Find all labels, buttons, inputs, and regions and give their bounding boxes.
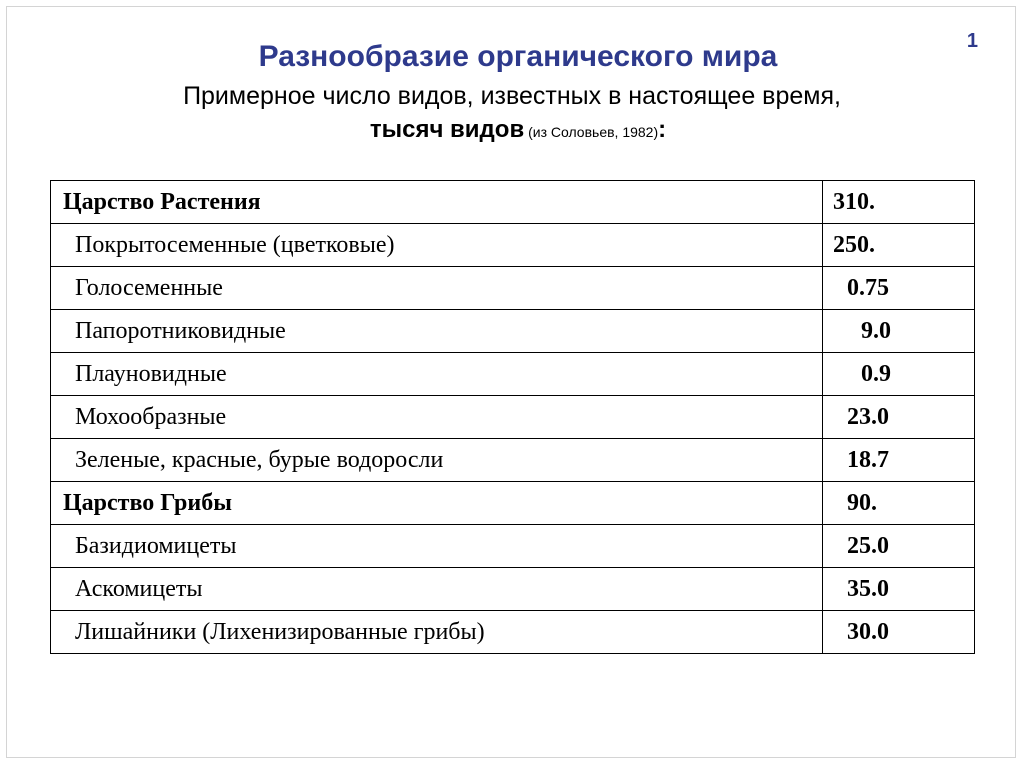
table-row bbox=[51, 396, 975, 439]
row-name: Базидиомицеты bbox=[51, 525, 823, 568]
table-row bbox=[51, 353, 975, 396]
row-name: Мохообразные bbox=[51, 396, 823, 439]
slide-subtitle: Примерное число видов, известных в настоящее время, bbox=[183, 82, 841, 110]
row-value: 90. bbox=[823, 482, 975, 525]
table-row bbox=[51, 310, 975, 353]
row-value: 25.0 bbox=[823, 525, 975, 568]
table-row bbox=[51, 267, 975, 310]
row-name: Покрытосеменные (цветковые) bbox=[51, 224, 823, 267]
row-value: 30.0 bbox=[823, 611, 975, 654]
source-citation: (из Соловьев, 1982) bbox=[524, 124, 659, 140]
row-name-fungi-kingdom: Царство Грибы bbox=[51, 482, 823, 525]
table-row bbox=[51, 482, 975, 525]
table-row bbox=[51, 525, 975, 568]
row-value: 35.0 bbox=[823, 568, 975, 611]
table-row bbox=[51, 439, 975, 482]
species-table bbox=[50, 180, 975, 654]
table-row bbox=[51, 181, 975, 224]
slide-number: 1 bbox=[966, 30, 978, 52]
row-name: Папоротниковидные bbox=[51, 310, 823, 353]
row-name-plants-kingdom: Царство Растения bbox=[51, 181, 823, 224]
row-value: 0.9 bbox=[823, 353, 975, 396]
row-value: 9.0 bbox=[823, 310, 975, 353]
subtitle-colon: : bbox=[658, 116, 667, 143]
row-name: Аскомицеты bbox=[51, 568, 823, 611]
table-row bbox=[51, 611, 975, 654]
row-name: Лишайники (Лихенизированные грибы) bbox=[51, 611, 823, 654]
row-value: 23.0 bbox=[823, 396, 975, 439]
row-name: Зеленые, красные, бурые водоросли bbox=[51, 439, 823, 482]
table-row bbox=[51, 568, 975, 611]
species-table-wrapper bbox=[50, 180, 975, 654]
row-value: 18.7 bbox=[823, 439, 975, 482]
slide-subtitle-units-line bbox=[0, 116, 1024, 144]
slide-title: Разнообразие органического мира bbox=[258, 40, 778, 73]
row-value: 310. bbox=[823, 181, 975, 224]
row-name: Плауновидные bbox=[51, 353, 823, 396]
table-row bbox=[51, 224, 975, 267]
units-label: тысяч видов bbox=[369, 116, 525, 143]
row-value: 250. bbox=[823, 224, 975, 267]
row-value: 0.75 bbox=[823, 267, 975, 310]
row-name: Голосеменные bbox=[51, 267, 823, 310]
